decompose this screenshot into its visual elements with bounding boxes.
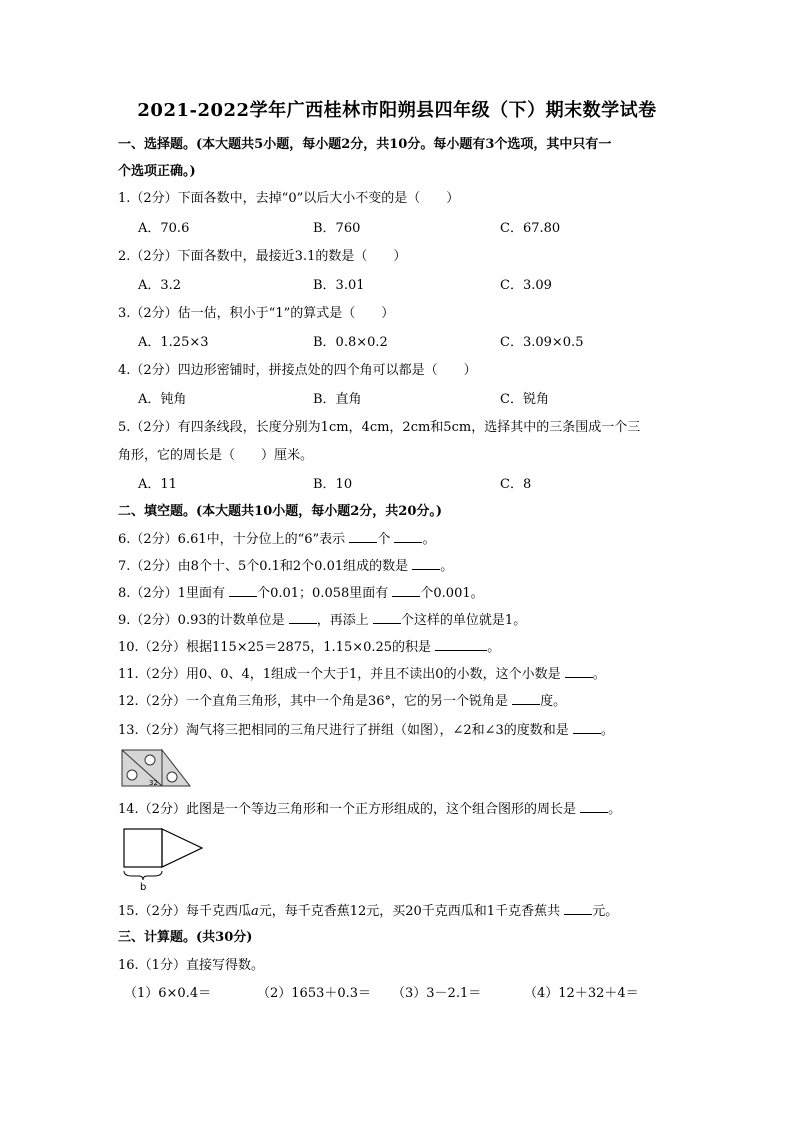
q3-option-b: B．0.8×0.2 [313,335,388,350]
q1-option-a: A．70.6 [138,221,190,236]
q16-item-2: （2）1653＋0.3＝ [257,986,372,1001]
q8-text-3: 个0.001。 [420,586,484,601]
brace-b [124,871,162,880]
q15-text-2: 元，每千克香蕉12元，买20千克西瓜和1千克香蕉共 [258,904,561,919]
q4-option-a: A．钝角 [138,392,187,407]
section1-heading: 一、选择题。(本大题共5小题，每小题2分，共10分。每小题有3个选项，其中只有一 [118,137,612,152]
q12-text-2: 度。 [540,694,567,709]
q13-text-2: 。 [600,723,614,738]
square-triangle-figure [118,824,210,894]
q9 [118,611,526,630]
q15 [118,902,618,921]
q9-blank-1[interactable] [289,611,317,624]
q13-text: 13.（2分）淘气将三把相同的三角尺进行了拼组（如图），∠2和∠3的度数和是 [118,723,569,738]
q8 [118,584,484,603]
q8-blank-2[interactable] [392,584,420,597]
q2-option-a: A．3.2 [138,278,182,293]
q11 [118,665,606,684]
q5-option-c: C．8 [500,477,532,492]
q9-text: 9.（2分）0.93的计数单位是 [118,613,285,628]
q7-text: 7.（2分）由8个十、5个0.1和2个0.01组成的数是 [118,559,409,574]
q6 [118,530,436,549]
set-square-hole-2 [145,755,155,765]
q7 [118,557,453,576]
q12-blank[interactable] [512,692,540,705]
q16-item-4: （4）12＋32＋4＝ [524,986,639,1001]
q2-text: 2.（2分）下面各数中，最接近3.1的数是（ ） [118,249,407,264]
section1-heading-cont: 个选项正确。) [118,164,196,179]
square-shape [124,829,162,867]
q4-text: 4.（2分）四边形密铺时，拼接点处的四个角可以都是（ ） [118,363,477,378]
q14-text-2: 。 [608,802,622,817]
q5-text-cont: 角形，它的周长是（ ）厘米。 [118,448,314,463]
q11-text-2: 。 [592,667,606,682]
q1-option-b: B．760 [313,221,361,236]
q5-text: 5.（2分）有四条线段，长度分别为1cm，4cm，2cm和5cm，选择其中的三条围成一个三 [118,420,641,435]
q16-text: 16.（1分）直接写得数。 [118,958,264,973]
q6-blank-2[interactable] [394,530,422,543]
section2-heading: 二、填空题。(本大题共10小题，每小题2分，共20分。) [118,504,443,519]
q10-text: 10.（2分）根据115×25＝2875，1.15×0.25的积是 [118,640,432,655]
q11-blank[interactable] [565,665,593,678]
side-label-b: b [140,882,147,893]
q1-option-c: C．67.80 [500,221,561,236]
q10-text-2: 。 [487,640,501,655]
q9-text-3: 个这样的单位就是1。 [400,613,527,628]
q14 [118,800,621,819]
q10 [118,638,500,657]
q16-item-1: （1）6×0.4＝ [124,986,212,1001]
q1-text: 1.（2分）下面各数中，去掉“0”以后大小不变的是（ ） [118,191,460,206]
q12-text: 12.（2分）一个直角三角形，其中一个角是36°，它的另一个锐角是 [118,694,508,709]
q15-text-3: 元。 [592,904,619,919]
q5-option-a: A．11 [138,477,177,492]
set-square-hole-3 [167,772,177,782]
q15-text: 15.（2分）每千克西瓜 [118,904,251,919]
q15-blank[interactable] [564,902,592,915]
angle-labels: 32 [149,779,158,787]
set-squares-figure [118,747,194,789]
q6-blank-1[interactable] [349,530,377,543]
q4-option-b: B．直角 [313,392,362,407]
q4-option-c: C．锐角 [500,392,549,407]
q7-text-2: 。 [440,559,454,574]
q7-blank[interactable] [412,557,440,570]
q8-blank-1[interactable] [229,584,257,597]
q2-option-b: B．3.01 [313,278,365,293]
q3-option-a: A．1.25×3 [138,335,209,350]
q12 [118,692,566,711]
q15-var-a: a [250,904,259,919]
q14-text: 14.（2分）此图是一个等边三角形和一个正方形组成的，这个组合图形的周长是 [118,802,576,817]
section3-heading: 三、计算题。(共30分) [118,930,253,945]
q3-text: 3.（2分）估一估，积小于“1”的算式是（ ） [118,306,395,321]
q8-text-2: 个0.01；0.058里面有 [257,586,389,601]
q14-blank[interactable] [580,800,608,813]
q8-text: 8.（2分）1里面有 [118,586,225,601]
q5-option-b: B．10 [313,477,353,492]
q13 [118,721,614,740]
q9-text-2: ，再添上 [316,613,369,628]
q3-option-c: C．3.09×0.5 [500,335,584,350]
q16-item-3: （3）3－2.1＝ [392,986,482,1001]
triangle-shape [162,829,202,867]
q13-blank[interactable] [573,721,601,734]
q10-blank[interactable] [435,638,487,651]
q6-text-2: 个 [377,532,391,547]
q9-blank-2[interactable] [373,611,401,624]
q6-text: 6.（2分）6.61中，十分位上的“6”表示 [118,532,346,547]
page-title: 2021-2022学年广西桂林市阳朔县四年级（下）期末数学试卷 [137,100,657,121]
q6-text-3: 。 [422,532,436,547]
q11-text: 11.（2分）用0、0、4，1组成一个大于1，并且不读出0的小数，这个小数是 [118,667,561,682]
set-square-hole-1 [127,770,137,780]
q2-option-c: C．3.09 [500,278,552,293]
